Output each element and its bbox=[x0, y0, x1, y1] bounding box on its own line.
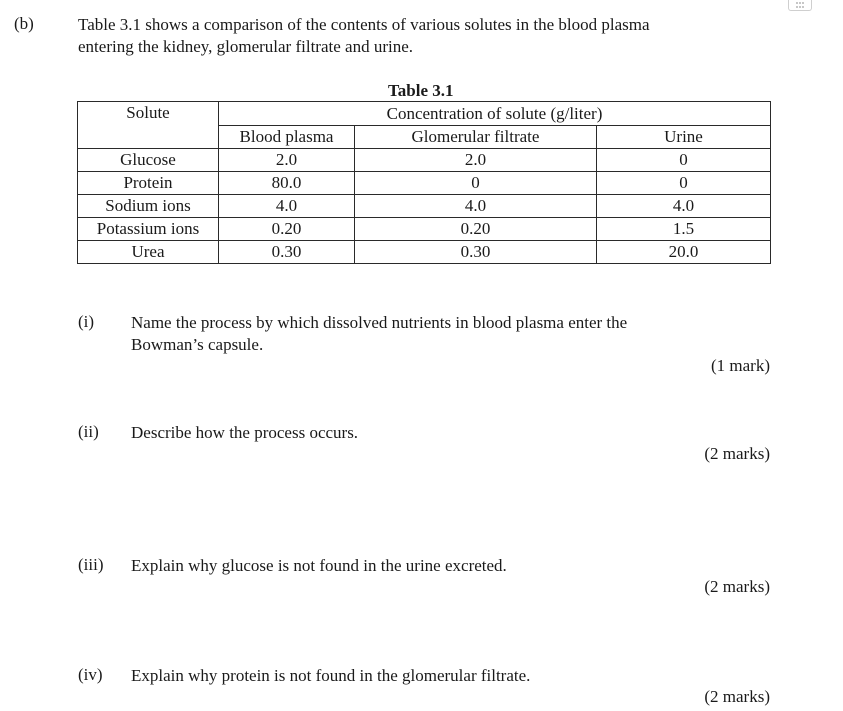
solute-table bbox=[77, 101, 771, 264]
table-row bbox=[78, 241, 771, 264]
value-cell: 2.0 bbox=[219, 149, 355, 172]
solute-header: Solute bbox=[78, 102, 219, 149]
question-line: Explain why glucose is not found in the urine excreted. bbox=[131, 556, 507, 575]
table-row bbox=[78, 149, 771, 172]
value-cell: 0 bbox=[597, 149, 771, 172]
solute-cell: Urea bbox=[78, 241, 219, 264]
question-text bbox=[131, 555, 731, 577]
question-text bbox=[131, 422, 731, 444]
value-cell: 0.30 bbox=[219, 241, 355, 264]
value-cell: 4.0 bbox=[355, 195, 597, 218]
solute-cell: Sodium ions bbox=[78, 195, 219, 218]
value-cell: 0.30 bbox=[355, 241, 597, 264]
question-number: (ii) bbox=[78, 422, 99, 441]
intro-line-2: entering the kidney, glomerular filtrate and urine. bbox=[78, 37, 413, 56]
value-cell: 0 bbox=[355, 172, 597, 195]
marks-label: (2 marks) bbox=[704, 444, 770, 463]
question-number: (iii) bbox=[78, 555, 104, 574]
question-text bbox=[131, 312, 731, 356]
table-title: Table 3.1 bbox=[388, 81, 454, 100]
intro-line-1: Table 3.1 shows a comparison of the contents of various solutes in the blood plasma bbox=[78, 15, 650, 34]
question-number: (i) bbox=[78, 312, 95, 331]
value-cell: 4.0 bbox=[219, 195, 355, 218]
value-cell: 0.20 bbox=[219, 218, 355, 241]
solute-cell: Glucose bbox=[78, 149, 219, 172]
column-header: Blood plasma bbox=[219, 126, 355, 149]
table-row bbox=[78, 218, 771, 241]
question-text bbox=[131, 665, 731, 687]
concentration-header: Concentration of solute (g/liter) bbox=[219, 102, 771, 126]
table-header-row bbox=[78, 102, 771, 126]
question-line: Bowman’s capsule. bbox=[131, 335, 264, 354]
value-cell: 2.0 bbox=[355, 149, 597, 172]
table-row bbox=[78, 172, 771, 195]
solute-cell: Potassium ions bbox=[78, 218, 219, 241]
column-header: Glomerular filtrate bbox=[355, 126, 597, 149]
intro-text bbox=[78, 14, 758, 58]
drag-handle-icon[interactable] bbox=[788, 0, 812, 11]
value-cell: 0 bbox=[597, 172, 771, 195]
question-line: Describe how the process occurs. bbox=[131, 423, 359, 442]
value-cell: 0.20 bbox=[355, 218, 597, 241]
value-cell: 20.0 bbox=[597, 241, 771, 264]
section-label: (b) bbox=[14, 14, 34, 33]
marks-label: (2 marks) bbox=[704, 577, 770, 596]
value-cell: 80.0 bbox=[219, 172, 355, 195]
solute-cell: Protein bbox=[78, 172, 219, 195]
question-line: Explain why protein is not found in the glomerular filtrate. bbox=[131, 666, 531, 685]
question-line: Name the process by which dissolved nutrients in blood plasma enter the bbox=[131, 313, 628, 332]
marks-label: (2 marks) bbox=[704, 687, 770, 706]
column-header: Urine bbox=[597, 126, 771, 149]
value-cell: 4.0 bbox=[597, 195, 771, 218]
marks-label: (1 mark) bbox=[710, 356, 770, 375]
value-cell: 1.5 bbox=[597, 218, 771, 241]
table-row bbox=[78, 195, 771, 218]
question-number: (iv) bbox=[78, 665, 103, 684]
